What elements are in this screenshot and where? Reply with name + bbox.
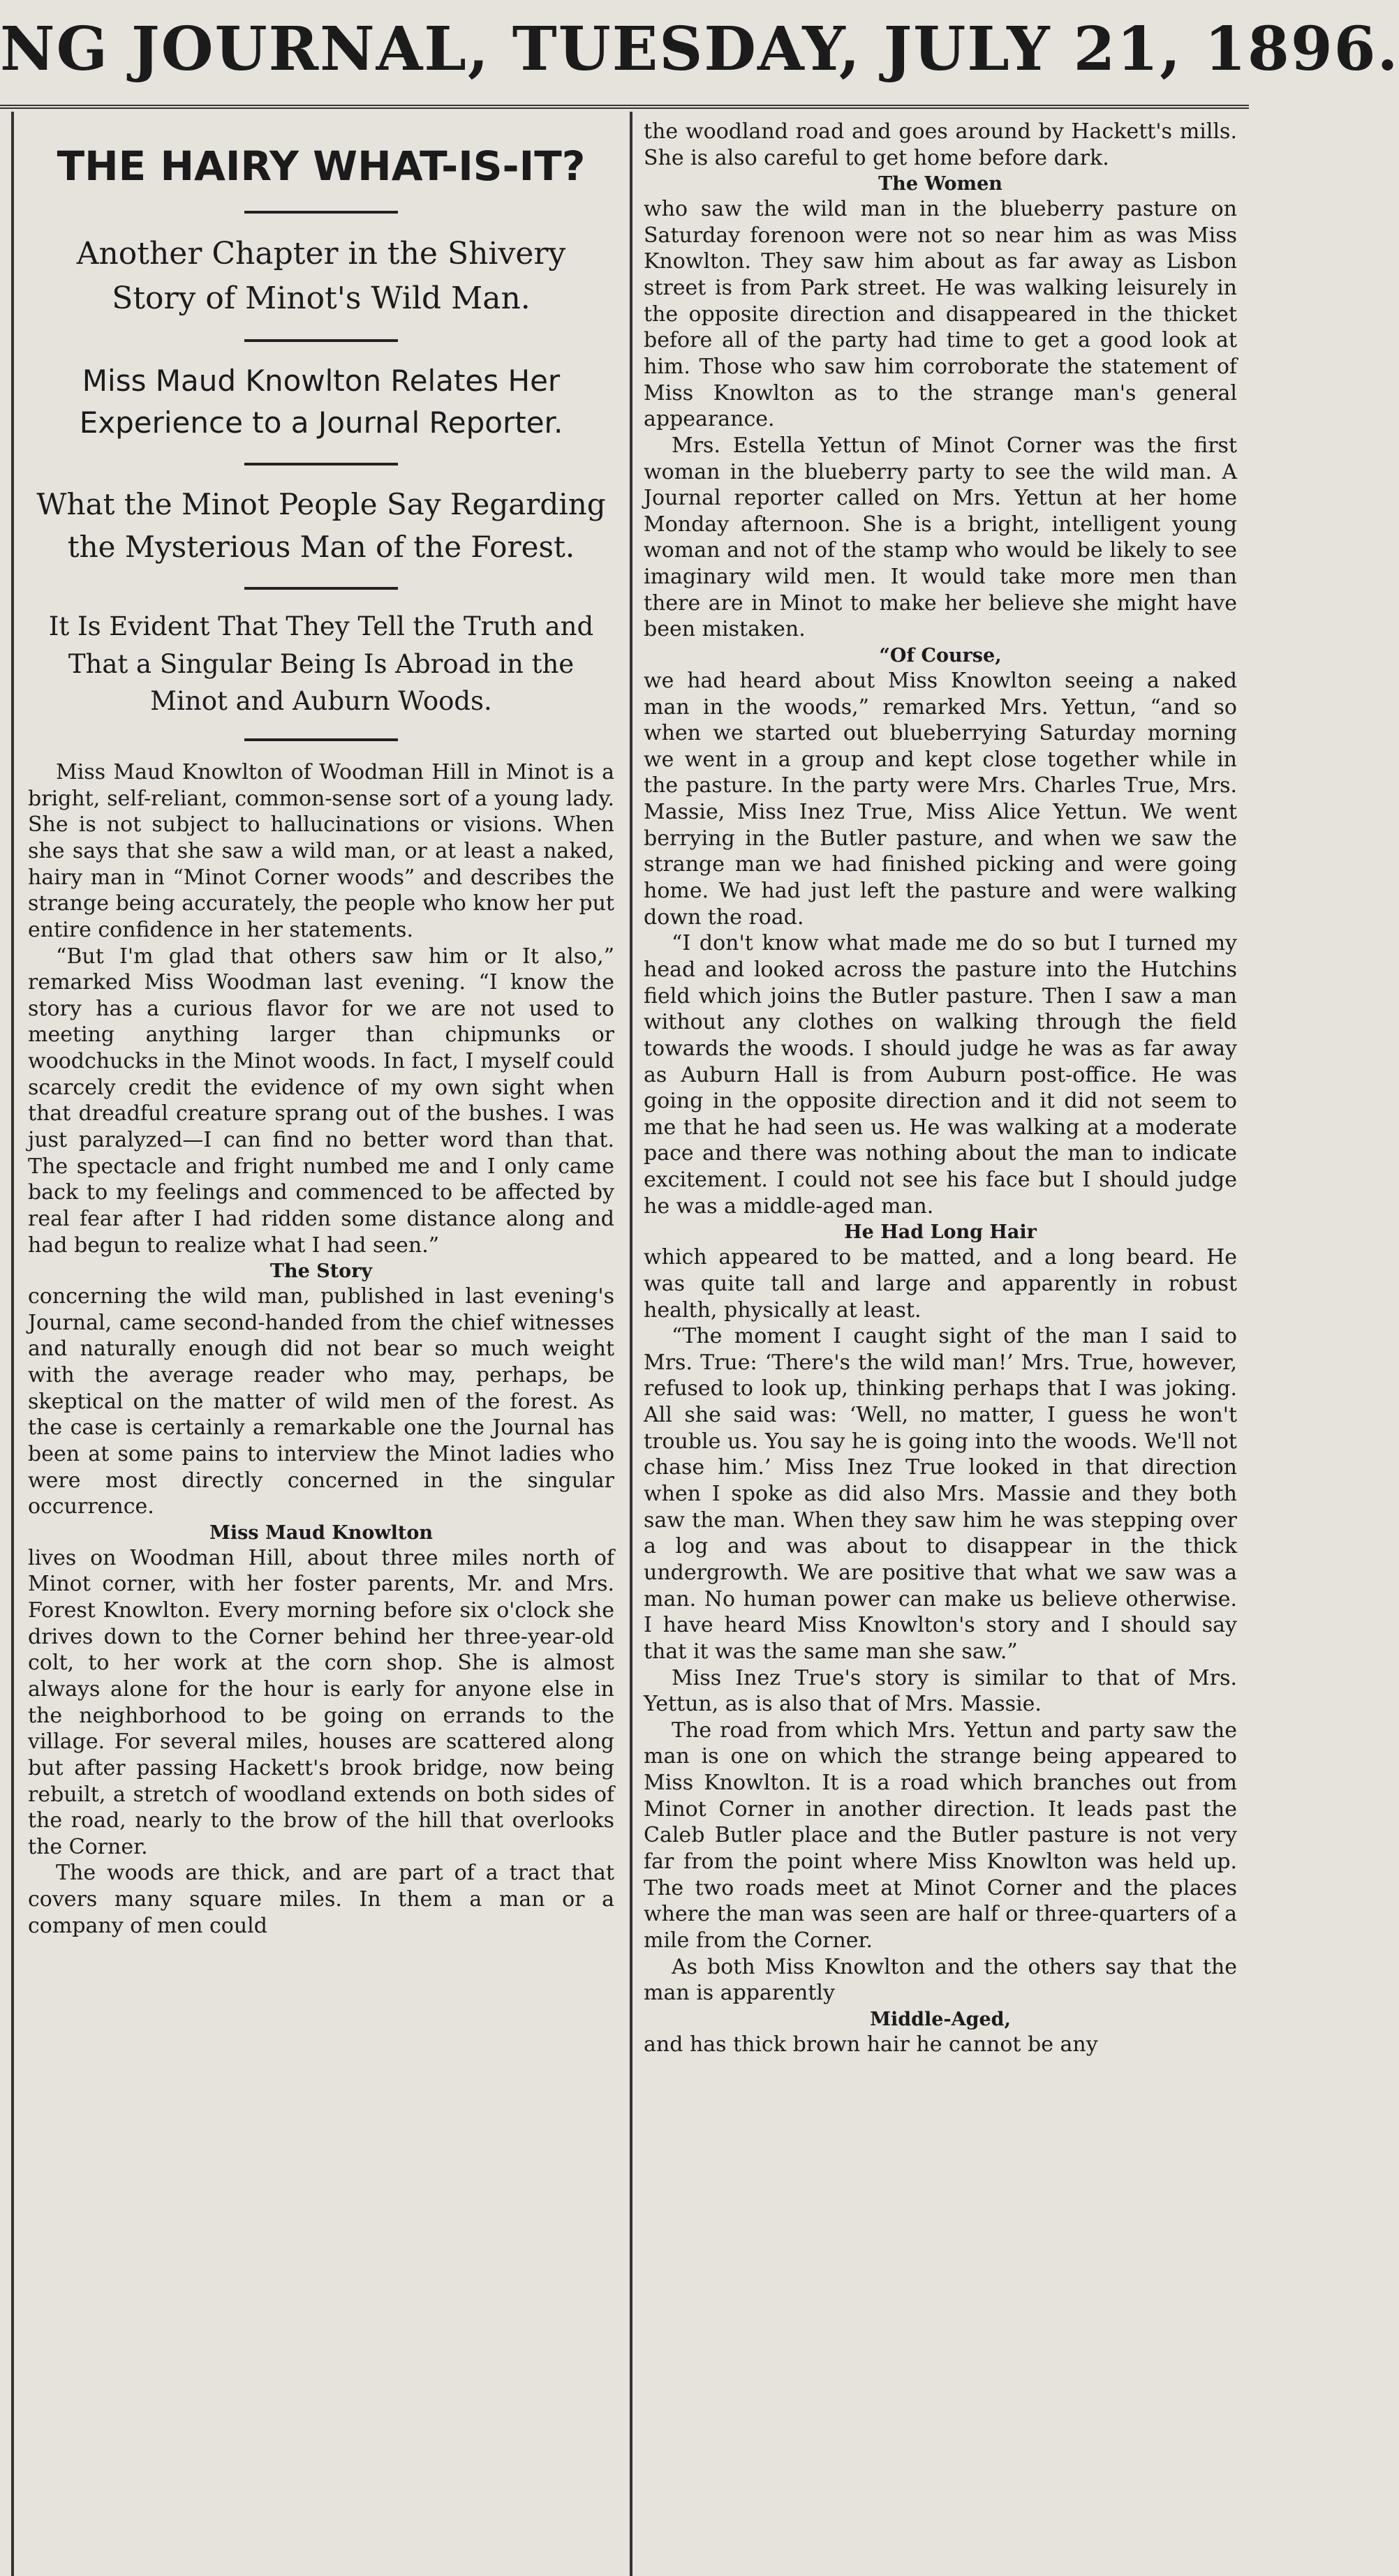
- right-body: [644, 119, 1237, 2057]
- subhead: Middle-Aged,: [870, 2008, 1011, 2030]
- deck-2: Miss Maud Knowlton Relates Her Experience to a Journal Reporter.: [79, 363, 563, 440]
- paragraph: As both Miss Knowlton and the others say that the man is apparently: [644, 1954, 1237, 2006]
- paragraph: Miss Inez True's story is similar to that of Mrs. Yettun, as is also that of Mrs. Massie.: [644, 1665, 1237, 1717]
- deck-4: It Is Evident That They Tell the Truth and That a Singular Being Is Abroad in the Minot and Auburn Woods.: [48, 611, 594, 717]
- paragraph: The woods are thick, and are part of a tract that covers many square miles. In them a man or a company of men could: [28, 1861, 614, 1938]
- paragraph: which appeared to be matted, and a long beard. He was quite tall and large and apparently in robust health, physically at least.: [644, 1245, 1237, 1323]
- paragraph: concerning the wild man, published in last evening's Journal, came second-handed from the chief witnesses and naturally enough did not bear so much weight with the average reader who may, perhaps, be skeptical on the matter of wild men of the forest. As the case is certainly a remarkable one the Journal has been at some pains to interview the Minot ladies who were most directly concerned in the singular occurrence.: [28, 1284, 614, 1519]
- deck-divider: [244, 587, 398, 590]
- subhead: Miss Maud Knowlton: [209, 1521, 433, 1544]
- left-body: [28, 759, 614, 1939]
- subhead: The Story: [269, 1260, 373, 1283]
- column-rule-middle: [630, 112, 632, 2576]
- paragraph: who saw the wild man in the blueberry pasture on Saturday forenoon were not so near him as was Miss Knowlton. They saw him about as far away as Lisbon street is from Park street. He was walking leisurely in the opposite direction and disappeared in the thicket before all of the party had time to get a good look at him. Those who saw him corroborate the statement of Miss Knowlton as to the strange man's general appearance.: [644, 197, 1237, 432]
- masthead: [0, 0, 1399, 109]
- masthead-title: NG JOURNAL, TUESDAY, JULY 21, 1896.: [0, 14, 1399, 84]
- paragraph: lives on Woodman Hill, about three miles north of Minot corner, with her foster parents, Mr. and Mrs. Forest Knowlton. Every morning before six o'clock she drives down to the Corner behind her three-year-old colt, to her work at the corn shop. She is almost always alone for the hour is early for anyone else in the neighborhood to be going on errands to the village. For several miles, houses are scattered along but after passing Hackett's brook bridge, now being rebuilt, a stretch of woodland extends on both sides of the road, nearly to the brow of the hill that overlooks the Corner.: [28, 1545, 614, 1859]
- deck-divider: [244, 339, 398, 342]
- paragraph: “I don't know what made me do so but I turned my head and looked across the pasture into the Hutchins field which joins the Butler pasture. Then I saw a man without any clothes on walking through the field towards the woods. I should judge he was as far away as Auburn Hall is from Auburn post-office. He was going in the opposite direction and it did not seem to me that he had seen us. He was walking at a moderate pace and there was nothing about the man to indicate excitement. I could not see his face but I should judge he was a middle-aged man.: [644, 931, 1237, 1219]
- right-column: [644, 119, 1237, 2568]
- article-headline: THE HAIRY WHAT-IS-IT?: [57, 142, 586, 190]
- subhead: He Had Long Hair: [844, 1221, 1037, 1244]
- paragraph: the woodland road and goes around by Hackett's mills. She is also careful to get home before dark.: [644, 119, 1237, 170]
- subhead: The Women: [878, 173, 1002, 195]
- paragraph: Mrs. Estella Yettun of Minot Corner was the first woman in the blueberry party to see the wild man. A Journal reporter called on Mrs. Yettun at her home Monday afternoon. She is a bright, intelligent young woman and not of the stamp who would be likely to see imaginary wild men. It would take more men than there are in Minot to make her believe she might have been mistaken.: [644, 433, 1237, 642]
- subhead: “Of Course,: [879, 645, 1002, 667]
- paragraph: and has thick brown hair he cannot be any: [644, 2032, 1098, 2057]
- paragraph: The road from which Mrs. Yettun and party saw the man is one on which the strange being appeared to Miss Knowlton. It is a road which branches out from Minot Corner in another direction. It leads past the Caleb Butler place and the Butler pasture is not very far from the point where Miss Knowlton was held up. The two roads meet at Minot Corner and the places where the man was seen are half or three-quarters of a mile from the Corner.: [644, 1718, 1237, 1953]
- column-rule-left: [11, 112, 14, 2576]
- deck-1: Another Chapter in the Shivery Story of Minot's Wild Man.: [76, 236, 566, 316]
- deck-divider: [244, 738, 398, 741]
- paragraph: “But I'm glad that others saw him or It also,” remarked Miss Woodman last evening. “I know the story has a curious flavor for we are not used to meeting anything larger than chipmunks or woodchucks in the Minot woods. In fact, I myself could scarcely credit the evidence of my own sight when that dreadful creature sprang out of the bushes. I was just paralyzed—I can find no better word than that. The spectacle and fright numbed me and I only came back to my feelings and commenced to be affected by real fear after I had ridden some distance along and had begun to realize what I had seen.”: [28, 944, 614, 1258]
- deck-divider: [244, 211, 398, 214]
- left-column: [28, 119, 614, 2568]
- paragraph: Miss Maud Knowlton of Woodman Hill in Minot is a bright, self-reliant, common-sense sort of a young lady. She is not subject to hallucinations or visions. When she says that she saw a wild man, or at least a naked, hairy man in “Minot Corner woods” and describes the strange being accurately, the people who know her put entire confidence in her statements.: [28, 760, 614, 942]
- paragraph: “The moment I caught sight of the man I said to Mrs. True: ‘There's the wild man!’ Mrs. True, however, refused to look up, thinking perhaps that I was joking. All she said was: ‘Well, no matter, I guess he won't trouble us. You say he is going into the woods. We'll not chase him.’ Miss Inez True looked in that direction when I spoke as did also Mrs. Massie and they both saw the man. When they saw him he was stepping over a log and was about to disappear in the thick undergrowth. We are positive that what we saw was a man. No human power can make us believe otherwise. I have heard Miss Knowlton's story and I should say that it was the same man she saw.”: [644, 1324, 1237, 1664]
- paragraph: we had heard about Miss Knowlton seeing a naked man in the woods,” remarked Mrs. Yettun, “and so when we started out blueberrying Saturday morning we went in a group and kept close together while in the pasture. In the party were Mrs. Charles True, Mrs. Massie, Miss Inez True, Miss Alice Yettun. We went berrying in the Butler pasture, and when we saw the strange man we had finished picking and were going home. We had just left the pasture and were walking down the road.: [644, 668, 1237, 930]
- deck-3: What the Minot People Say Regarding the Mysterious Man of the Forest.: [36, 487, 606, 565]
- deck-divider: [244, 463, 398, 466]
